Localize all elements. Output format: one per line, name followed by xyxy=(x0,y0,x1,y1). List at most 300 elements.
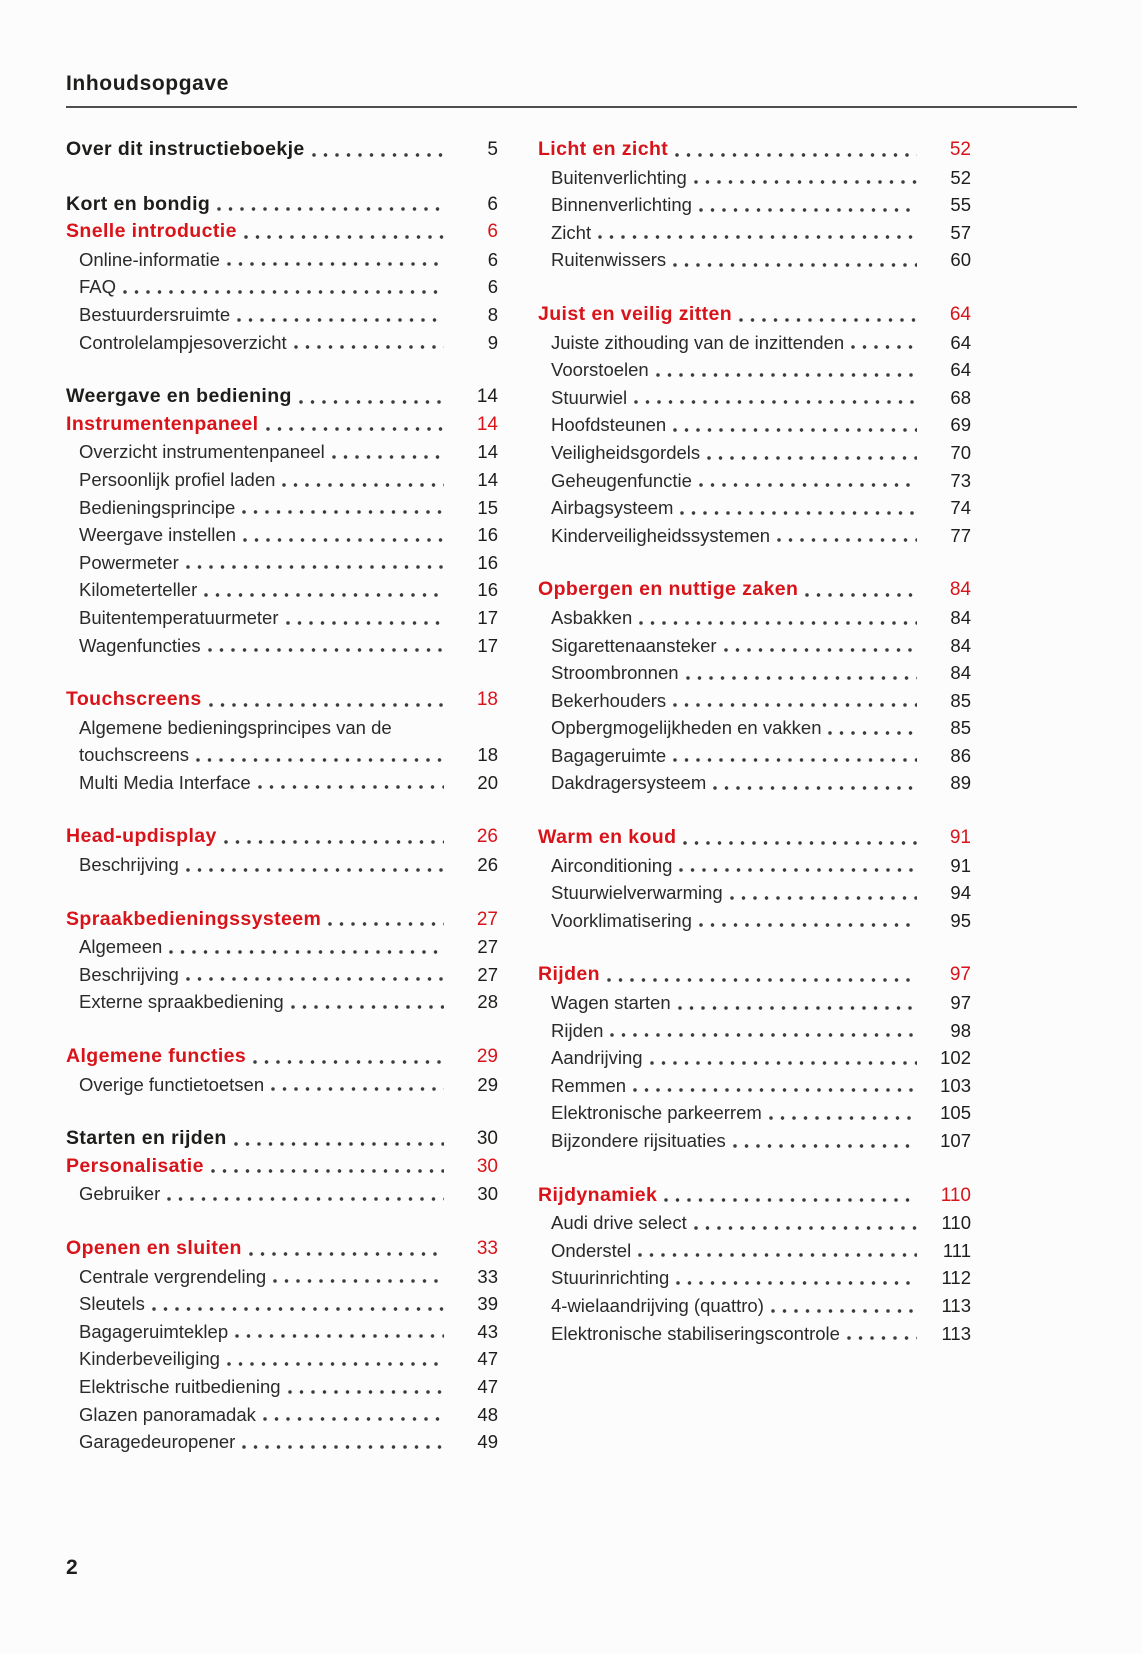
toc-page-number: 84 xyxy=(950,662,971,684)
toc-row xyxy=(538,356,971,384)
toc-entry-label: Controlelampjesoverzicht xyxy=(79,331,287,353)
toc-page-number: 98 xyxy=(950,1019,971,1041)
page-header xyxy=(66,0,1077,108)
toc-group xyxy=(66,1043,498,1098)
dot-leader xyxy=(707,455,917,461)
toc-entry-label: Stuurwiel xyxy=(551,386,628,408)
toc-entry-label: Snelle introductie xyxy=(66,220,237,243)
toc-entry-label: Beschrijving xyxy=(79,963,179,985)
toc-row xyxy=(66,383,498,411)
toc-row xyxy=(538,1099,971,1127)
toc-page-number: 84 xyxy=(950,634,971,656)
toc-page-number: 18 xyxy=(477,744,498,766)
toc-column-1 xyxy=(66,136,498,1483)
dot-leader xyxy=(656,372,917,378)
toc-row xyxy=(538,494,971,522)
toc-row xyxy=(66,632,498,660)
toc-page-number: 48 xyxy=(477,1403,498,1425)
toc-entry-label: Bedieningsprincipe xyxy=(79,496,236,518)
dot-leader xyxy=(699,482,917,488)
toc-page-number: 55 xyxy=(950,194,971,216)
dot-leader xyxy=(258,784,444,790)
toc-group xyxy=(538,301,971,549)
toc-row xyxy=(66,329,498,357)
toc-page-number: 6 xyxy=(487,193,498,215)
dot-leader xyxy=(288,1389,444,1395)
dot-leader xyxy=(227,261,444,267)
toc-columns xyxy=(66,136,1077,1483)
toc-page-number: 64 xyxy=(950,331,971,353)
toc-row xyxy=(66,1428,498,1456)
toc-entry-label: Sigarettenaansteker xyxy=(551,634,717,656)
toc-page-number: 17 xyxy=(477,606,498,628)
toc-entry-label: Onderstel xyxy=(551,1239,632,1261)
toc-group xyxy=(66,191,498,357)
dot-leader xyxy=(328,921,444,927)
toc-row xyxy=(66,851,498,879)
toc-page-number: 6 xyxy=(487,221,498,243)
toc-entry-label: touchscreens xyxy=(79,744,190,766)
toc-entry-label: Openen en sluiten xyxy=(66,1237,242,1259)
toc-entry-label: Bijzondere rijsituaties xyxy=(551,1130,726,1151)
dot-leader xyxy=(633,1087,917,1093)
toc-page-number: 89 xyxy=(950,772,971,794)
toc-page-number: 102 xyxy=(940,1047,971,1069)
toc-entry-label: Opbergen en nuttige zaken xyxy=(538,578,799,601)
toc-entry-label: FAQ xyxy=(79,276,117,298)
toc-row xyxy=(66,218,498,246)
dot-leader xyxy=(679,867,917,873)
toc-entry-label: Warm en koud xyxy=(538,826,677,849)
dot-leader xyxy=(266,426,445,432)
toc-entry-label: Wagen starten xyxy=(551,992,671,1014)
toc-entry-label: Instrumentenpaneel xyxy=(66,412,259,435)
toc-row xyxy=(66,1401,498,1429)
toc-entry-label: Stuurwielverwarming xyxy=(551,882,723,904)
toc-row xyxy=(538,576,971,604)
toc-entry-label: Algemene bedieningsprincipes van de xyxy=(79,716,392,738)
dot-leader xyxy=(847,1335,917,1341)
toc-page-number: 77 xyxy=(950,524,971,546)
toc-page-number: 85 xyxy=(950,717,971,739)
toc-page-number: 33 xyxy=(476,1238,498,1259)
dot-leader xyxy=(639,620,917,626)
dot-leader xyxy=(686,675,917,681)
dot-leader xyxy=(263,1416,444,1422)
toc-row xyxy=(538,1292,971,1320)
toc-row xyxy=(538,1044,971,1072)
toc-page-number: 97 xyxy=(949,964,971,986)
toc-page-number: 26 xyxy=(476,826,498,848)
toc-entry-label: Geheugenfunctie xyxy=(551,469,692,491)
dot-leader xyxy=(713,785,917,791)
dot-leader xyxy=(169,949,444,955)
toc-row xyxy=(538,467,971,495)
toc-entry-label: Audi drive select xyxy=(551,1212,687,1234)
toc-row xyxy=(66,438,498,466)
toc-page-number: 27 xyxy=(477,936,498,958)
toc-page-number: 64 xyxy=(950,359,971,381)
toc-entry-label: Algemene functies xyxy=(66,1045,247,1068)
toc-row xyxy=(66,466,498,494)
toc-page-number: 70 xyxy=(950,441,971,463)
dot-leader xyxy=(673,427,917,433)
toc-entry-label: Beschrijving xyxy=(79,854,179,876)
toc-entry-label: Rijdynamiek xyxy=(538,1183,658,1206)
toc-row xyxy=(66,1153,498,1181)
toc-group xyxy=(66,823,498,878)
dot-leader xyxy=(675,152,917,158)
toc-row xyxy=(538,384,971,412)
toc-entry-label: Weergave en bediening xyxy=(66,385,292,408)
toc-page-number: 43 xyxy=(477,1320,498,1342)
toc-page-number: 26 xyxy=(477,854,498,876)
dot-leader xyxy=(244,234,444,240)
toc-row xyxy=(66,933,498,961)
toc-entry-label: Algemeen xyxy=(79,936,163,958)
dot-leader xyxy=(227,1361,444,1367)
toc-entry-label: Rijden xyxy=(538,963,600,986)
dot-leader xyxy=(771,1308,917,1314)
toc-page-number: 29 xyxy=(477,1073,498,1095)
toc-page-number: 85 xyxy=(950,689,971,711)
dot-leader xyxy=(273,1278,444,1284)
toc-group xyxy=(66,686,498,796)
toc-row xyxy=(66,906,498,934)
toc-group xyxy=(66,906,498,1016)
dot-leader xyxy=(152,1306,444,1312)
toc-entry-label: 4-wielaandrijving (quattro) xyxy=(551,1294,764,1316)
toc-page-number: 49 xyxy=(477,1431,498,1453)
toc-page-number: 113 xyxy=(941,1322,971,1344)
toc-entry-label: Starten en rijden xyxy=(66,1127,227,1150)
toc-entry-label: Voorstoelen xyxy=(551,359,649,381)
dot-leader xyxy=(607,977,917,983)
toc-row xyxy=(538,1320,971,1348)
toc-page-number: 91 xyxy=(950,854,971,876)
dot-leader xyxy=(680,510,917,516)
toc-row xyxy=(538,687,971,715)
toc-page-number: 28 xyxy=(477,991,498,1013)
toc-page-number: 60 xyxy=(950,249,971,271)
toc-row xyxy=(538,329,971,357)
toc-entry-label: Buitentemperatuurmeter xyxy=(79,606,279,628)
toc-page-number: 91 xyxy=(949,827,971,849)
dot-leader xyxy=(332,454,444,460)
toc-row xyxy=(66,714,498,742)
dot-leader xyxy=(196,757,444,763)
toc-row xyxy=(66,961,498,989)
toc-entry-label: Stuurinrichting xyxy=(551,1267,670,1289)
toc-group xyxy=(538,824,971,934)
toc-page-number: 14 xyxy=(476,386,498,408)
toc-entry-label: Elektrische ruitbediening xyxy=(79,1375,281,1397)
toc-entry-label: Powermeter xyxy=(79,551,179,573)
toc-entry-label: Ruitenwissers xyxy=(551,249,667,271)
toc-page-number: 107 xyxy=(940,1130,971,1151)
toc-page-number: 110 xyxy=(941,1212,971,1234)
toc-page-number: 27 xyxy=(477,963,498,985)
dot-leader xyxy=(676,1280,917,1286)
toc-row xyxy=(66,136,498,164)
toc-row xyxy=(538,439,971,467)
toc-row xyxy=(66,494,498,522)
toc-page-number: 64 xyxy=(949,303,971,325)
toc-entry-label: Wagenfuncties xyxy=(79,634,201,656)
toc-row xyxy=(538,632,971,660)
toc-row xyxy=(66,604,498,632)
toc-page-number: 69 xyxy=(950,414,971,436)
toc-page-number: 113 xyxy=(941,1294,971,1316)
toc-row xyxy=(538,1209,971,1237)
toc-row xyxy=(66,1180,498,1208)
footer-page-number: 2 xyxy=(66,1556,78,1579)
dot-leader xyxy=(271,1086,444,1092)
dot-leader xyxy=(673,262,917,268)
toc-page-number: 14 xyxy=(477,441,498,463)
toc-row xyxy=(66,741,498,769)
toc-page-number: 68 xyxy=(950,386,971,408)
toc-group xyxy=(538,136,971,274)
toc-page-number: 15 xyxy=(477,496,498,518)
toc-row xyxy=(538,1127,971,1155)
toc-entry-label: Elektronische parkeerrem xyxy=(551,1102,762,1124)
toc-page-number: 97 xyxy=(950,992,971,1014)
toc-page-number: 5 xyxy=(487,139,498,160)
toc-entry-label: Kinderbeveiliging xyxy=(79,1348,220,1370)
dot-leader xyxy=(186,976,444,982)
dot-leader xyxy=(286,620,445,626)
toc-entry-label: Spraakbedieningssysteem xyxy=(66,907,322,930)
toc-entry-label: Dakdragersysteem xyxy=(551,772,707,794)
toc-entry-label: Veiligheidsgordels xyxy=(551,441,701,463)
toc-row xyxy=(538,411,971,439)
dot-leader xyxy=(851,344,917,350)
dot-leader xyxy=(739,317,917,323)
toc-page-number: 8 xyxy=(487,303,498,325)
toc-entry-label: Airbagsysteem xyxy=(551,497,674,519)
toc-page-number: 52 xyxy=(950,166,971,188)
toc-entry-label: Online-informatie xyxy=(79,248,220,270)
dot-leader xyxy=(208,647,444,653)
toc-row xyxy=(66,273,498,301)
toc-group xyxy=(66,1235,498,1456)
toc-page-number: 16 xyxy=(477,551,498,573)
toc-row xyxy=(538,714,971,742)
toc-entry-label: Opbergmogelijkheden en vakken xyxy=(551,717,822,739)
dot-leader xyxy=(699,922,917,928)
toc-group xyxy=(66,1125,498,1208)
toc-row xyxy=(66,301,498,329)
toc-row xyxy=(66,191,498,219)
toc-page-number: 39 xyxy=(477,1293,498,1315)
toc-row xyxy=(66,1071,498,1099)
toc-row xyxy=(66,988,498,1016)
toc-row xyxy=(66,1290,498,1318)
toc-entry-label: Asbakken xyxy=(551,606,633,628)
toc-row xyxy=(66,1125,498,1153)
toc-entry-label: Weergave instellen xyxy=(79,524,236,546)
dot-leader xyxy=(291,1004,444,1010)
toc-row xyxy=(66,411,498,439)
dot-leader xyxy=(282,482,444,488)
dot-leader xyxy=(777,537,917,543)
toc-row xyxy=(538,1182,971,1210)
toc-entry-label: Personalisatie xyxy=(66,1154,204,1177)
toc-entry-label: Gebruiker xyxy=(79,1183,161,1205)
toc-row xyxy=(538,659,971,687)
toc-row xyxy=(538,1017,971,1045)
toc-row xyxy=(66,1373,498,1401)
dot-leader xyxy=(634,399,917,405)
toc-entry-label: Kinderveiligheidssystemen xyxy=(551,524,771,546)
dot-leader xyxy=(299,399,444,405)
dot-leader xyxy=(243,537,444,543)
toc-entry-label: Garagedeuropener xyxy=(79,1431,236,1453)
toc-column-2 xyxy=(538,136,971,1483)
toc-page-number: 17 xyxy=(477,634,498,656)
toc-page-number: 6 xyxy=(487,248,498,270)
dot-leader xyxy=(805,592,917,598)
toc-group xyxy=(538,576,971,797)
toc-row xyxy=(538,1264,971,1292)
toc-page-number: 20 xyxy=(477,771,498,793)
toc-row xyxy=(66,769,498,797)
dot-leader xyxy=(235,1333,444,1339)
toc-row xyxy=(538,191,971,219)
toc-row xyxy=(66,1345,498,1373)
toc-page-number: 105 xyxy=(940,1102,971,1124)
toc-entry-label: Voorklimatisering xyxy=(551,909,692,931)
dot-leader xyxy=(683,840,917,846)
toc-page-number: 29 xyxy=(476,1046,498,1068)
dot-leader xyxy=(224,839,444,845)
toc-page-number: 73 xyxy=(950,469,971,491)
dot-leader xyxy=(638,1252,917,1258)
toc-page-number: 16 xyxy=(477,579,498,601)
toc-page-number: 14 xyxy=(477,468,498,490)
toc-entry-label: Hoofdsteunen xyxy=(551,414,667,436)
toc-page-number: 6 xyxy=(487,276,498,298)
dot-leader xyxy=(237,317,444,323)
toc-page-number: 111 xyxy=(942,1239,971,1261)
toc-row xyxy=(538,604,971,632)
toc-group xyxy=(538,961,971,1154)
toc-row xyxy=(66,576,498,604)
dot-leader xyxy=(664,1197,917,1203)
toc-row xyxy=(66,1318,498,1346)
dot-leader xyxy=(234,1141,444,1147)
toc-entry-label: Glazen panoramadak xyxy=(79,1403,256,1425)
toc-row xyxy=(66,686,498,714)
toc-row xyxy=(538,961,971,989)
toc-row xyxy=(66,1043,498,1071)
toc-entry-label: Licht en zicht xyxy=(538,138,669,160)
toc-entry-label: Kort en bondig xyxy=(66,192,211,215)
toc-row xyxy=(538,824,971,852)
toc-page-number: 47 xyxy=(477,1375,498,1397)
dot-leader xyxy=(699,207,917,213)
toc-entry-label: Head-updisplay xyxy=(66,825,217,848)
toc-entry-label: Bagageruimteklep xyxy=(79,1320,229,1342)
toc-page-number: 47 xyxy=(477,1348,498,1370)
dot-leader xyxy=(253,1059,444,1065)
toc-entry-label: Binnenverlichting xyxy=(551,194,692,216)
dot-leader xyxy=(167,1196,444,1202)
toc-page-number: 86 xyxy=(950,744,971,766)
dot-leader xyxy=(186,564,444,570)
toc-entry-label: Centrale vergrendeling xyxy=(79,1265,267,1287)
toc-row xyxy=(538,246,971,274)
dot-leader xyxy=(598,234,917,240)
toc-entry-label: Externe spraakbediening xyxy=(79,991,284,1013)
toc-row xyxy=(538,164,971,192)
dot-leader xyxy=(678,1005,917,1011)
toc-page-number: 16 xyxy=(477,524,498,546)
toc-row xyxy=(538,1072,971,1100)
dot-leader xyxy=(730,895,917,901)
toc-page-number: 30 xyxy=(477,1183,498,1205)
dot-leader xyxy=(204,592,444,598)
toc-entry-label: Kilometerteller xyxy=(79,579,198,601)
toc-page-number: 95 xyxy=(950,909,971,931)
manual-toc-page xyxy=(66,0,1077,1654)
dot-leader xyxy=(294,344,444,350)
toc-page-number: 33 xyxy=(477,1265,498,1287)
toc-page-number: 74 xyxy=(950,497,971,519)
toc-page-number: 52 xyxy=(949,139,971,160)
toc-entry-label: Sleutels xyxy=(79,1293,145,1315)
dot-leader xyxy=(186,867,444,873)
toc-entry-label: Persoonlijk profiel laden xyxy=(79,468,276,490)
dot-leader xyxy=(724,647,917,653)
dot-leader xyxy=(610,1032,917,1038)
toc-page-number: 30 xyxy=(476,1128,498,1150)
toc-row xyxy=(66,549,498,577)
toc-group xyxy=(66,383,498,659)
dot-leader xyxy=(828,730,917,736)
toc-page-number: 9 xyxy=(487,331,498,353)
toc-row xyxy=(538,1237,971,1265)
toc-group xyxy=(66,136,498,164)
toc-page-number: 30 xyxy=(476,1155,498,1177)
toc-page-number: 103 xyxy=(940,1074,971,1096)
toc-row xyxy=(538,769,971,797)
toc-entry-label: Elektronische stabiliseringscontrole xyxy=(551,1322,840,1344)
toc-entry-label: Zicht xyxy=(551,221,592,243)
toc-row xyxy=(538,852,971,880)
dot-leader xyxy=(211,1168,444,1174)
toc-entry-label: Bekerhouders xyxy=(551,689,667,711)
toc-entry-label: Airconditioning xyxy=(551,854,673,876)
toc-page-number: 110 xyxy=(940,1184,971,1206)
toc-row xyxy=(66,521,498,549)
page-title: Inhoudsopgave xyxy=(66,72,229,95)
toc-entry-label: Stroombronnen xyxy=(551,662,679,684)
dot-leader xyxy=(673,702,917,708)
toc-page-number: 112 xyxy=(941,1267,971,1289)
toc-group xyxy=(538,1182,971,1348)
toc-row xyxy=(66,1235,498,1263)
toc-row xyxy=(538,907,971,935)
toc-entry-label: Bestuurdersruimte xyxy=(79,303,231,325)
dot-leader xyxy=(249,1251,444,1257)
toc-page-number: 94 xyxy=(950,882,971,904)
toc-row xyxy=(538,879,971,907)
dot-leader xyxy=(673,757,917,763)
dot-leader xyxy=(769,1115,917,1121)
toc-row xyxy=(538,522,971,550)
